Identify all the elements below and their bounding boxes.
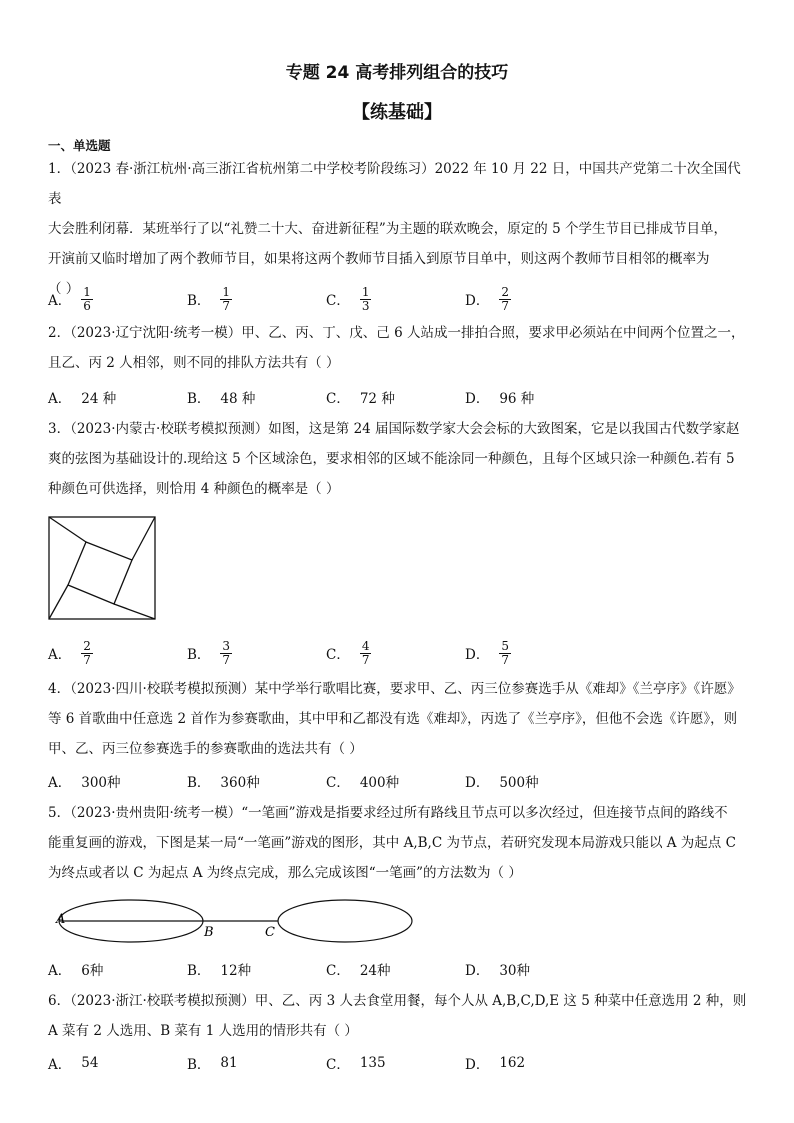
question-6-options — [48, 1046, 748, 1080]
option-value: 400种 — [359, 775, 400, 791]
fraction — [220, 286, 232, 313]
option-label: A． — [48, 963, 72, 979]
option-a[interactable] — [48, 764, 121, 798]
option-b[interactable] — [187, 1046, 238, 1080]
node-label-a: A — [56, 912, 66, 927]
option-label: C． — [326, 1057, 350, 1073]
question-line: A 菜有 2 人选用、B 菜有 1 人选用的情形共有（ ） — [48, 1023, 358, 1039]
option-label: D． — [465, 1057, 490, 1073]
option-label: C． — [326, 775, 350, 791]
question-5-text — [48, 798, 748, 888]
question-line: 3．（2023·内蒙古·校联考模拟预测）如图，这是第 24 届国际数学家大会会标的大致图案，它是以我国古代数学家赵 — [48, 421, 740, 437]
option-label: A． — [48, 775, 72, 791]
fraction — [81, 640, 93, 667]
question-6-text — [48, 986, 748, 1046]
numerator: 5 — [501, 638, 509, 653]
option-a[interactable] — [48, 1046, 98, 1080]
option-label: B． — [187, 647, 211, 663]
fraction — [499, 286, 511, 313]
option-value: 81 — [220, 1055, 238, 1071]
denominator: 7 — [501, 652, 509, 667]
question-line: 甲、乙、丙三位参赛选手的参赛歌曲的选法共有（ ） — [48, 741, 363, 757]
document-subtitle: 【练基础】 — [352, 102, 442, 123]
node-label-b: B — [204, 925, 214, 940]
divider-line — [49, 517, 86, 542]
option-value: 96 种 — [499, 391, 535, 407]
option-d[interactable] — [465, 764, 539, 798]
option-label: B． — [187, 775, 211, 791]
option-b[interactable] — [187, 636, 232, 670]
option-label: D． — [465, 647, 490, 663]
option-value: 30种 — [499, 963, 531, 979]
question-4-options — [48, 764, 748, 798]
denominator: 7 — [361, 652, 370, 667]
option-label: C． — [326, 391, 350, 407]
option-label: D． — [465, 391, 490, 407]
question-line: 种颜色可供选择，则恰用 4 种颜色的概率是（ ） — [48, 481, 340, 497]
section-heading: 一、单选题 — [48, 138, 111, 153]
option-a[interactable] — [48, 282, 93, 316]
option-b[interactable] — [187, 952, 251, 986]
divider-line — [49, 585, 68, 619]
option-label: B． — [187, 293, 211, 309]
option-value: 24种 — [359, 963, 391, 979]
option-d[interactable] — [465, 1046, 525, 1080]
inner-square — [68, 542, 132, 604]
denominator: 7 — [222, 298, 231, 313]
question-3-text — [48, 414, 748, 504]
option-a[interactable] — [48, 952, 103, 986]
numerator: 1 — [83, 284, 91, 299]
option-value: 48 种 — [220, 391, 256, 407]
denominator: 7 — [222, 652, 231, 667]
option-value: 72 种 — [359, 391, 395, 407]
option-label: C． — [326, 293, 350, 309]
question-3-options — [48, 636, 748, 670]
option-label: B． — [187, 963, 211, 979]
question-line: 2．（2023·辽宁沈阳·统考一模）甲、乙、丙、丁、戊、己 6 人站成一排拍合照，要求甲必须站在中间两个位置之一， — [48, 325, 745, 341]
question-4-text — [48, 674, 748, 764]
numerator: 4 — [361, 638, 370, 653]
denominator: 3 — [361, 298, 370, 313]
option-label: A． — [48, 391, 72, 407]
option-label: D． — [465, 293, 490, 309]
option-b[interactable] — [187, 764, 260, 798]
option-c[interactable] — [326, 1046, 386, 1080]
question-line: 能重复画的游戏，下图是某一局“一笔画”游戏的图形，其中 A,B,C 为节点，若研究发现本局游戏只能以 A 为起点 C — [48, 835, 736, 851]
option-label: B． — [187, 1057, 211, 1073]
question-line: 5．（2023·贵州贵阳·统考一模）“一笔画”游戏是指要求经过所有路线且节点可以多次经过，但连接节点间的路线不 — [48, 805, 728, 821]
fraction — [499, 640, 511, 667]
fraction — [81, 286, 93, 313]
one-stroke-graph — [50, 896, 420, 952]
zhao-shuang-string-diagram — [48, 516, 156, 620]
divider-line — [114, 604, 155, 619]
question-line: 大会胜利闭幕．某班举行了以“礼赞二十大、奋进新征程”为主题的联欢晚会，原定的 5 个学生节目已排成节目单， — [48, 221, 727, 237]
question-line: （ ） — [48, 281, 80, 297]
numerator: 3 — [222, 638, 231, 653]
option-value: 54 — [81, 1055, 99, 1071]
option-d[interactable] — [465, 282, 511, 316]
option-label: C． — [326, 647, 350, 663]
question-line: 6．（2023·浙江·校联考模拟预测）甲、乙、丙 3 人去食堂用餐，每个人从 A,B,C,D,E 这 5 种菜中任意选用 2 种，则 — [48, 993, 747, 1009]
fraction — [220, 640, 232, 667]
option-value: 300种 — [81, 775, 121, 791]
option-value: 24 种 — [81, 391, 117, 407]
denominator: 7 — [83, 652, 91, 667]
option-b[interactable] — [187, 282, 232, 316]
option-value: 162 — [499, 1055, 526, 1071]
option-c[interactable] — [326, 380, 395, 414]
question-line: 且乙、丙 2 人相邻，则不同的排队方法共有（ ） — [48, 355, 340, 371]
option-value: 135 — [359, 1055, 386, 1071]
option-label: A． — [48, 1057, 72, 1073]
option-label: A． — [48, 647, 72, 663]
question-line: 1．（2023 春·浙江杭州·高三浙江省杭州第二中学校考阶段练习）2022 年 10 月 22 日，中国共产党第二十次全国代表 — [48, 161, 741, 207]
fraction — [360, 286, 372, 313]
option-c[interactable] — [326, 952, 391, 986]
option-label: B． — [187, 391, 211, 407]
numerator: 1 — [222, 284, 231, 299]
option-c[interactable] — [326, 282, 371, 316]
option-label: C． — [326, 963, 350, 979]
option-value: 360种 — [220, 775, 260, 791]
question-1-options — [48, 282, 748, 316]
numerator: 2 — [83, 638, 91, 653]
question-line: 等 6 首歌曲中任意选 2 首作为参赛歌曲，其中甲和乙都没有选《难却》，丙选了《兰亭序》，但他不会选《许愿》，则 — [48, 711, 738, 727]
denominator: 7 — [501, 298, 509, 313]
option-value: 6种 — [81, 963, 104, 979]
right-loop — [278, 900, 412, 942]
option-d[interactable] — [465, 380, 534, 414]
option-d[interactable] — [465, 636, 511, 670]
option-c[interactable] — [326, 636, 371, 670]
question-2-text — [48, 318, 748, 378]
question-line: 爽的弦图为基础设计的.现给这 5 个区域涂色，要求相邻的区域不能涂同一种颜色，且每个区域只涂一种颜色.若有 5 — [48, 451, 735, 467]
numerator: 1 — [361, 284, 370, 299]
document-title: 专题 24 高考排列组合的技巧 — [285, 63, 509, 83]
outer-square — [49, 517, 155, 619]
question-line: 开演前又临时增加了两个教师节目，如果将这两个教师节目插入到原节目单中，则这两个教师节目相邻的概率为 — [48, 251, 710, 267]
option-c[interactable] — [326, 764, 399, 798]
question-line: 为终点或者以 C 为起点 A 为终点完成，那么完成该图“一笔画”的方法数为（ ） — [48, 865, 522, 881]
divider-line — [132, 517, 155, 560]
option-a[interactable] — [48, 636, 93, 670]
denominator: 6 — [83, 298, 91, 313]
fraction — [360, 640, 372, 667]
question-5-options — [48, 952, 748, 986]
option-a[interactable] — [48, 380, 116, 414]
option-label: D． — [465, 963, 490, 979]
question-line: 4．（2023·四川·校联考模拟预测）某中学举行歌唱比赛，要求甲、乙、丙三位参赛选手从《难却》《兰亭序》《许愿》 — [48, 681, 741, 697]
option-d[interactable] — [465, 952, 530, 986]
option-value: 12种 — [220, 963, 252, 979]
option-label: D． — [465, 775, 490, 791]
option-value: 500种 — [499, 775, 539, 791]
numerator: 2 — [501, 284, 509, 299]
option-label: A． — [48, 293, 72, 309]
node-label-c: C — [265, 925, 275, 940]
option-b[interactable] — [187, 380, 255, 414]
question-2-options — [48, 380, 748, 414]
